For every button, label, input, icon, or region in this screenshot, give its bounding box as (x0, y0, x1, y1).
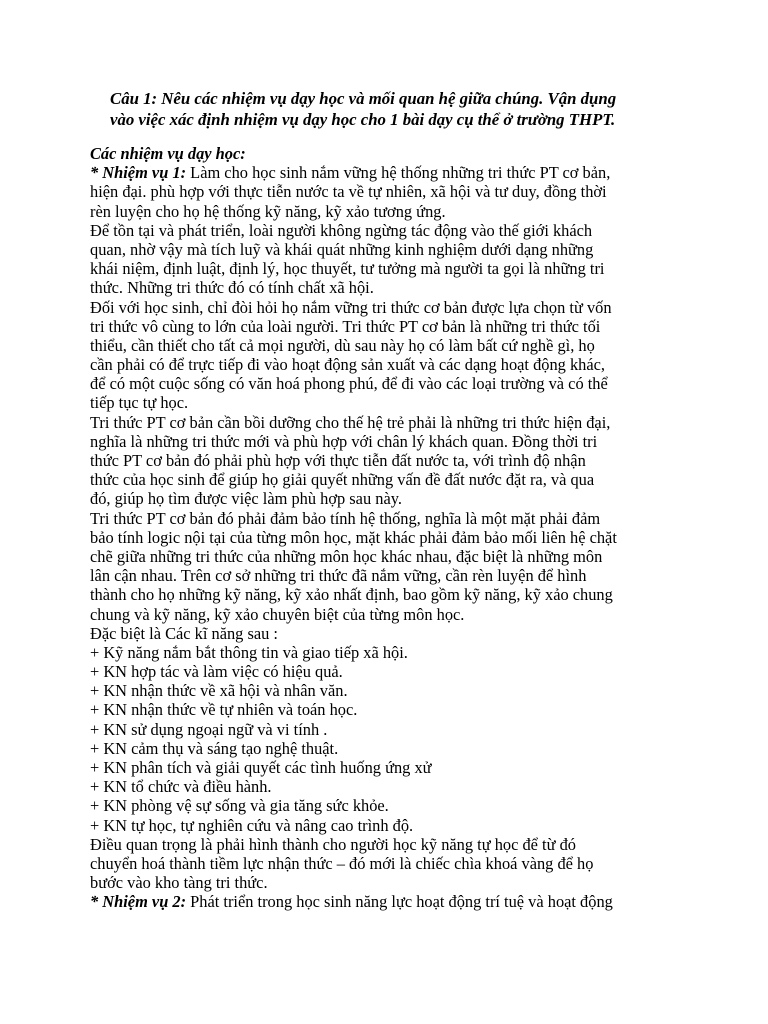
text-line: bước vào kho tàng tri thức. (90, 873, 268, 893)
text-line: nghĩa là những tri thức mới và phù hợp với chân lý khách quan. Đồng thời tri (90, 431, 598, 451)
text-line: thức của học sinh để giúp họ giải quyết những vấn đề đất nước đặt ra, và qua (90, 470, 595, 490)
text-line: Tri thức PT cơ bản đó phải đảm bảo tính hệ thống, nghĩa là một mặt phải đảm (90, 508, 601, 528)
text-line: tiếp tục tự học. (90, 393, 189, 413)
text-line: để có một cuộc sống có văn hoá phong phú, để đi vào các loại trường và có thể (90, 374, 608, 394)
skill-item: + KN nhận thức về xã hội và nhân văn. (90, 681, 348, 701)
skill-item: + KN sử dụng ngoại ngữ và vi tính . (90, 719, 328, 739)
task-2-label: * Nhiệm vụ 2: (90, 892, 187, 912)
task-1-text: Làm cho học sinh nắm vững hệ thống những tri thức PT cơ bản, (186, 163, 611, 183)
section-heading: Các nhiệm vụ dạy học: (90, 144, 246, 163)
skills-intro: Đặc biệt là Các kĩ năng sau : (90, 623, 278, 643)
question-title: Câu 1: Nêu các nhiệm vụ dạy học và mối quan hệ giữa chúng. Vận dụng vào việc xác định nhiệm vụ dạy học cho 1 bài dạy cụ thể ở trường THPT. (110, 89, 617, 129)
text-line: thức PT cơ bản đó phải phù hợp với thực tiễn đất nước ta, với trình độ nhận (90, 451, 586, 470)
text-line: chẽ giữa những tri thức của những môn học khác nhau, đặc biệt là những môn (90, 546, 603, 566)
text-line: chuyển hoá thành tiềm lực nhận thức – đó mới là chiếc chìa khoá vàng để họ (90, 853, 594, 873)
task-1-label: * Nhiệm vụ 1: (90, 163, 187, 183)
text-line: quan, nhờ vậy mà tích luỹ và khái quát những kinh nghiệm dưới dạng những (90, 239, 594, 259)
text-line: tri thức vô cùng to lớn của loài người. Tri thức PT cơ bản là những tri thức tối (90, 316, 601, 336)
text-line: cần phải có để trực tiếp đi vào hoạt động sản xuất và các dạng hoạt động khác, (90, 355, 605, 375)
text-line: hiện đại. phù hợp với thực tiễn nước ta về tự nhiên, xã hội và tư duy, đồng thời (90, 182, 607, 202)
skill-item: + KN phân tích và giải quyết các tình huống ứng xử (90, 758, 432, 777)
text-line: thức. Những tri thức đó có tính chất xã hội. (90, 278, 374, 298)
document-body (90, 144, 750, 912)
skill-item: + KN tự học, tự nghiên cứu và nâng cao trình độ. (90, 815, 414, 835)
task-1-first-line (90, 163, 750, 182)
skill-item: + Kỹ năng nắm bắt thông tin và giao tiếp xã hội. (90, 642, 408, 662)
text-line: Để tồn tại và phát triển, loài người không ngừng tác động vào thế giới khách (90, 220, 593, 240)
text-line: Điều quan trọng là phải hình thành cho người học kỹ năng tự học để từ đó (90, 834, 576, 854)
skill-item: + KN tổ chức và điều hành. (90, 777, 272, 797)
text-line: chung và kỹ năng, kỹ xảo chuyên biệt của từng môn học. (90, 604, 465, 624)
task-2-text: Phát triển trong học sinh năng lực hoạt động trí tuệ và hoạt động (186, 892, 613, 912)
text-line: khái niệm, định luật, định lý, học thuyết, tư tưởng mà người ta gọi là những tri (90, 259, 605, 279)
task-2-first-line (90, 892, 750, 911)
text-line: Đối với học sinh, chỉ đòi hỏi họ nắm vững tri thức cơ bản được lựa chọn từ vốn (90, 297, 612, 317)
text-line: Tri thức PT cơ bản cần bồi dưỡng cho thế hệ trẻ phải là những tri thức hiện đại, (90, 412, 611, 432)
skill-item: + KN nhận thức về tự nhiên và toán học. (90, 700, 358, 720)
skill-item: + KN hợp tác và làm việc có hiệu quả. (90, 662, 343, 682)
text-line: thiểu, cần thiết cho tất cả mọi người, dù sau này họ có làm bất cứ nghề gì, họ (90, 335, 595, 355)
text-line: rèn luyện cho họ hệ thống kỹ năng, kỹ xảo tương ứng. (90, 201, 446, 221)
text-line: thành cho họ những kỹ năng, kỹ xảo nhất định, bao gồm kỹ năng, kỹ xảo chung (90, 585, 613, 605)
skill-item: + KN cảm thụ và sáng tạo nghệ thuật. (90, 738, 339, 758)
skill-item: + KN phòng vệ sự sống và gia tăng sức khỏe. (90, 796, 389, 816)
text-line: lân cận nhau. Trên cơ sở những tri thức đã nắm vững, cần rèn luyện để hình (90, 566, 587, 586)
text-line: bảo tính logic nội tại của từng môn học, mặt khác phải đảm bảo mối liên hệ chặt (90, 527, 617, 547)
text-line: đó, giúp họ tìm được việc làm phù hợp sau này. (90, 489, 402, 509)
